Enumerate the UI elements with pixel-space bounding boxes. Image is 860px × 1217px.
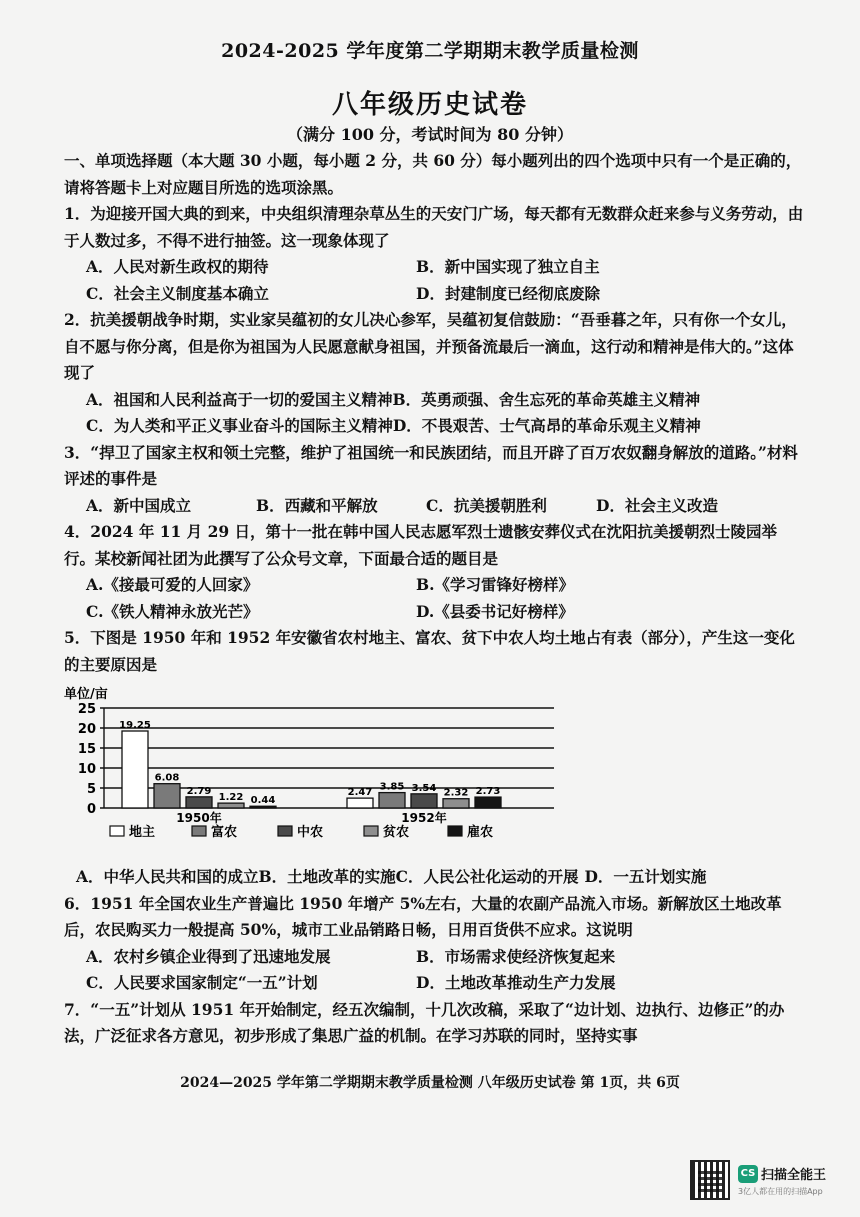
section-intro: 一、单项选择题（本大题 30 小题，每小题 2 分，共 60 分）每小题列出的四个选项中只有一个是正确的，请将答题卡上对应题目所选的选项涂黑。 [64, 151, 802, 197]
chart-data-label: 3.54 [411, 782, 437, 794]
question-2-options-row-2 [64, 413, 804, 440]
chart-legend-label: 中农 [297, 825, 324, 840]
scanner-tagline: 3亿人都在用的扫描App [738, 1187, 823, 1196]
question-content [64, 148, 804, 1050]
page-footer: 2024—2025 学年第二学期期末教学质量检测 八年级历史试卷 第 1页，共 6页 [180, 1075, 680, 1091]
question-5-options [64, 864, 804, 891]
question-5-option-b: B．土地改革的实施 [258, 867, 396, 886]
question-5-option-a: A．中华人民共和国的成立 [76, 867, 259, 886]
chart-data-label: 2.47 [347, 787, 373, 799]
scanner-watermark [738, 1163, 848, 1197]
question-2-option-c: C．为人类和平正义事业奋斗的国际主义精神 [86, 416, 393, 435]
subject-title: 八年级历史试卷 [331, 90, 528, 120]
question-6-stem: 6．1951 年全国农业生产普遍比 1950 年增产 5%左右，大量的农副产品流入市场。新解放区土地改革后，农民购买力一般提高 50%，城市工业品销路日畅，日用百货供不应求。这说明 [64, 893, 782, 939]
question-3-option-d: D．社会主义改造 [596, 495, 718, 515]
chart-ytick-label: 0 [86, 802, 96, 817]
chart-data-label: 3.85 [379, 781, 405, 793]
exam-notice: （满分 100 分，考试时间为 80 分钟） [287, 125, 573, 144]
bar-chart-svg [64, 686, 564, 858]
chart-ytick-label: 5 [86, 782, 96, 797]
chart-legend-swatch [110, 826, 124, 836]
question-1-options-row-2 [64, 281, 804, 308]
question-4-stem: 4．2024 年 11 月 29 日，第十一批在韩中国人民志愿军烈士遗骸安葬仪式在沈阳抗美援朝烈士陵园举行。某校新闻社团为此撰写了公众号文章，下面最合适的题目是 [64, 522, 778, 568]
question-2-option-a: A．祖国和人民利益高于一切的爱国主义精神 [86, 389, 393, 409]
question-4-options-row-2 [64, 599, 804, 626]
question-3-option-c: C．抗美援朝胜利 [426, 495, 547, 515]
chart-data-label: 2.79 [186, 785, 212, 797]
question-4-options-row-1 [64, 572, 804, 599]
chart-legend-label: 富农 [211, 825, 238, 840]
chart-legend-swatch [364, 826, 378, 836]
question-6-options-row-2 [64, 970, 804, 997]
question-5-stem: 5．下图是 1950 年和 1952 年安徽省农村地主、富农、贫下中农人均土地占有表（部分），产生这一变化的主要原因是 [64, 628, 795, 674]
chart-data-label: 1.22 [218, 792, 244, 804]
chart-ytick-label: 20 [77, 722, 96, 737]
chart-ytick-label: 10 [77, 762, 96, 777]
question-1-option-d: D．封建制度已经彻底废除 [416, 283, 600, 303]
chart-bar [443, 799, 469, 808]
chart-data-label: 19.25 [119, 720, 151, 731]
question-1-option-c: C．社会主义制度基本确立 [86, 283, 269, 303]
question-2-options-row-1 [64, 387, 804, 414]
question-7-stem: 7．“一五”计划从 1951 年开始制定，经五次编制，十几次改稿，采取了“边计划、边执行、边修正”的办法，广泛征求各方意见，初步形成了集思广益的机制。在学习苏联的同时，坚持实事 [64, 999, 785, 1045]
question-4-option-b: B.《学习雷锋好榜样》 [416, 575, 574, 594]
question-6-options-row-1 [64, 944, 804, 971]
question-6-option-c: C．人民要求国家制定“一五”计划 [86, 973, 318, 992]
question-2-stem: 2．抗美援朝战争时期，实业家吴蕴初的女儿决心参军，吴蕴初复信鼓励：“吾垂暮之年，只有你一个女儿，自不愿与你分离，但是你为祖国为人民愿意献身祖国，并预备流最后一滴血，这行动和精神是伟大的。”这体现了 [64, 310, 797, 382]
land-per-capita-chart [64, 686, 804, 858]
question-4-option-a: A.《接最可爱的人回家》 [86, 575, 259, 594]
chart-bar [122, 731, 148, 808]
question-3-option-a: A．新中国成立 [86, 495, 192, 515]
chart-ylabel: 单位/亩 [64, 687, 108, 702]
chart-legend-swatch [192, 826, 206, 836]
question-6-option-a: A．农村乡镇企业得到了迅速地发展 [86, 946, 331, 966]
question-4-option-c: C.《铁人精神永放光芒》 [86, 601, 259, 621]
chart-bar [347, 798, 373, 808]
chart-bar [379, 793, 405, 808]
exam-title: 2024-2025 学年度第二学期期末教学质量检测 [221, 40, 639, 62]
chart-legend-label: 贫农 [383, 825, 410, 840]
chart-ytick-label: 25 [77, 702, 96, 717]
question-2-option-d: D．不畏艰苦、士气高昂的革命乐观主义精神 [392, 416, 701, 435]
question-1-stem: 1．为迎接开国大典的到来，中央组织清理杂草丛生的天安门广场，每天都有无数群众赶来参与义务劳动，由于人数过多，不得不进行抽签。这一现象体现了 [64, 204, 804, 250]
question-1-options-row-1 [64, 254, 804, 281]
chart-data-label: 0.44 [250, 795, 276, 807]
question-1-option-a: A．人民对新生政权的期待 [86, 257, 269, 276]
chart-bar [411, 794, 437, 808]
scanner-logo-icon: CS [738, 1165, 758, 1183]
question-1-option-b: B．新中国实现了独立自主 [416, 257, 600, 276]
chart-legend-label: 雇农 [467, 825, 494, 840]
chart-bar [475, 797, 501, 808]
chart-bar [186, 797, 212, 808]
chart-category-label: 1952年 [401, 811, 447, 825]
chart-data-label: 6.08 [154, 772, 180, 784]
chart-legend-swatch [448, 826, 462, 836]
chart-bar [250, 806, 276, 808]
chart-category-label: 1950年 [176, 811, 222, 825]
chart-bar [218, 803, 244, 808]
question-2-option-b: B．英勇顽强、舍生忘死的革命英雄主义精神 [392, 389, 701, 409]
question-3-option-b: B．西藏和平解放 [256, 495, 378, 515]
chart-bar [154, 784, 180, 808]
qr-code-icon [690, 1160, 730, 1200]
chart-ytick-label: 15 [77, 742, 96, 757]
chart-legend-label: 地主 [129, 825, 156, 840]
chart-data-label: 2.32 [443, 787, 469, 799]
question-6-option-b: B．市场需求使经济恢复起来 [416, 946, 616, 966]
chart-legend-swatch [278, 826, 292, 836]
question-4-option-d: D.《县委书记好榜样》 [416, 601, 574, 621]
question-3-stem: 3．“捍卫了国家主权和领土完整，维护了祖国统一和民族团结，而且开辟了百万农奴翻身解放的道路。”材料评述的事件是 [64, 442, 798, 488]
chart-data-label: 2.73 [475, 786, 501, 798]
question-6-option-d: D．土地改革推动生产力发展 [416, 973, 616, 992]
question-3-options [64, 493, 804, 520]
question-5-option-c: C．人民公社化运动的开展 [395, 867, 579, 886]
question-5-option-d: D．一五计划实施 [584, 867, 707, 886]
scanner-name: 扫描全能王 [761, 1168, 827, 1183]
